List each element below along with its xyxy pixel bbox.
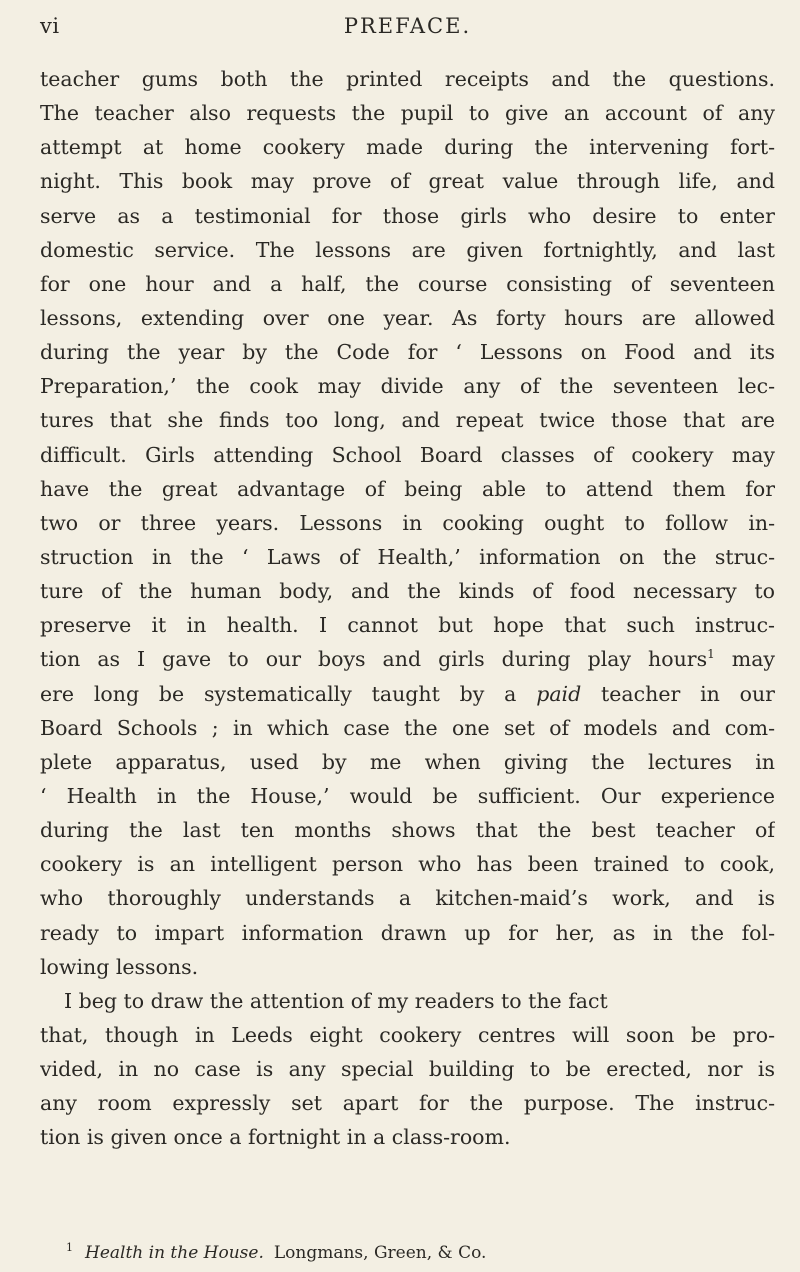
text-line: teacher gums both the printed receipts and the questions. xyxy=(40,67,775,91)
text-line-segment: tion as I gave to our boys and girls during play hours xyxy=(40,647,708,672)
text-line: night. This book may prove of great value through life, and xyxy=(40,169,775,194)
text-line: cookery is an intelligent person who has been trained to cook, xyxy=(40,852,775,877)
text-line: Board Schools ; in which case the one set of models and com- xyxy=(40,715,775,740)
text-line: any room expressly set apart for the purpose. The instruc- xyxy=(40,1091,775,1116)
text-line: lessons, extending over one year. As forty hours are allowed xyxy=(40,305,775,330)
emphasized-word: paid xyxy=(536,681,582,706)
text-line: during the year by the Code for ‘ Lessons on Food and its xyxy=(40,340,775,365)
text-line: have the great advantage of being able to attend them for xyxy=(40,476,775,501)
text-line: domestic service. The lessons are given fortnightly, and last xyxy=(40,237,775,262)
page-header xyxy=(40,14,775,48)
text-line: ‘ Health in the House,’ would be sufficient. Our experience xyxy=(40,783,775,808)
text-line-segment: may xyxy=(731,647,775,672)
text-line: preserve it in health. I cannot but hope that such instruc- xyxy=(40,613,775,638)
text-line: The teacher also requests the pupil to give an account of any xyxy=(40,101,775,126)
running-title: PREFACE. xyxy=(343,14,472,38)
text-line: who thoroughly understands a kitchen-maid’s work, and is xyxy=(40,886,775,911)
text-line: two or three years. Lessons in cooking ought to follow in- xyxy=(40,510,775,535)
text-line-with-footnote xyxy=(40,642,775,676)
text-line: serve as a testimonial for those girls who desire to enter xyxy=(40,203,775,228)
text-line-with-emphasis xyxy=(40,677,775,711)
text-line: tures that she finds too long, and repeat twice those that are xyxy=(40,408,775,433)
page-number: vi xyxy=(40,14,60,38)
text-line: plete apparatus, used by me when giving the lectures in xyxy=(40,749,775,774)
footnote-title: Health in the House. xyxy=(85,1243,264,1263)
text-line: for one hour and a half, the course consisting of seventeen xyxy=(40,271,775,296)
footnote-mark: 1 xyxy=(66,1241,73,1254)
text-line-segment: I beg to draw the attention of my readers to the fact xyxy=(64,988,608,1013)
text-line: Preparation,’ the cook may divide any of the seventeen lec- xyxy=(40,374,775,399)
footnote-publisher: Longmans, Green, & Co. xyxy=(273,1243,487,1263)
text-line-paragraph-end: lowing lessons. xyxy=(40,954,199,979)
footnote xyxy=(40,1237,775,1264)
text-line-paragraph-end: tion is given once a fortnight in a class-room. xyxy=(40,1125,511,1150)
text-line: struction in the ‘ Laws of Health,’ information on the struc- xyxy=(40,544,775,569)
text-line: ready to impart information drawn up for her, as in the fol- xyxy=(40,920,775,945)
text-line: ture of the human body, and the kinds of food necessary to xyxy=(40,579,775,604)
text-line: that, though in Leeds eight cookery centres will soon be pro- xyxy=(40,1022,775,1047)
text-line-segment: ere long be systematically taught by a xyxy=(40,681,517,706)
text-line-paragraph-start xyxy=(40,984,775,1018)
body-text xyxy=(40,62,775,1155)
text-line: during the last ten months shows that the best teacher of xyxy=(40,818,775,843)
text-line: vided, in no case is any special building to be erected, nor is xyxy=(40,1057,775,1082)
text-line: difficult. Girls attending School Board classes of cookery may xyxy=(40,442,775,467)
text-line: attempt at home cookery made during the intervening fort- xyxy=(40,135,775,160)
footnote-reference: 1 xyxy=(707,647,715,662)
text-line-segment: teacher in our xyxy=(601,681,775,706)
